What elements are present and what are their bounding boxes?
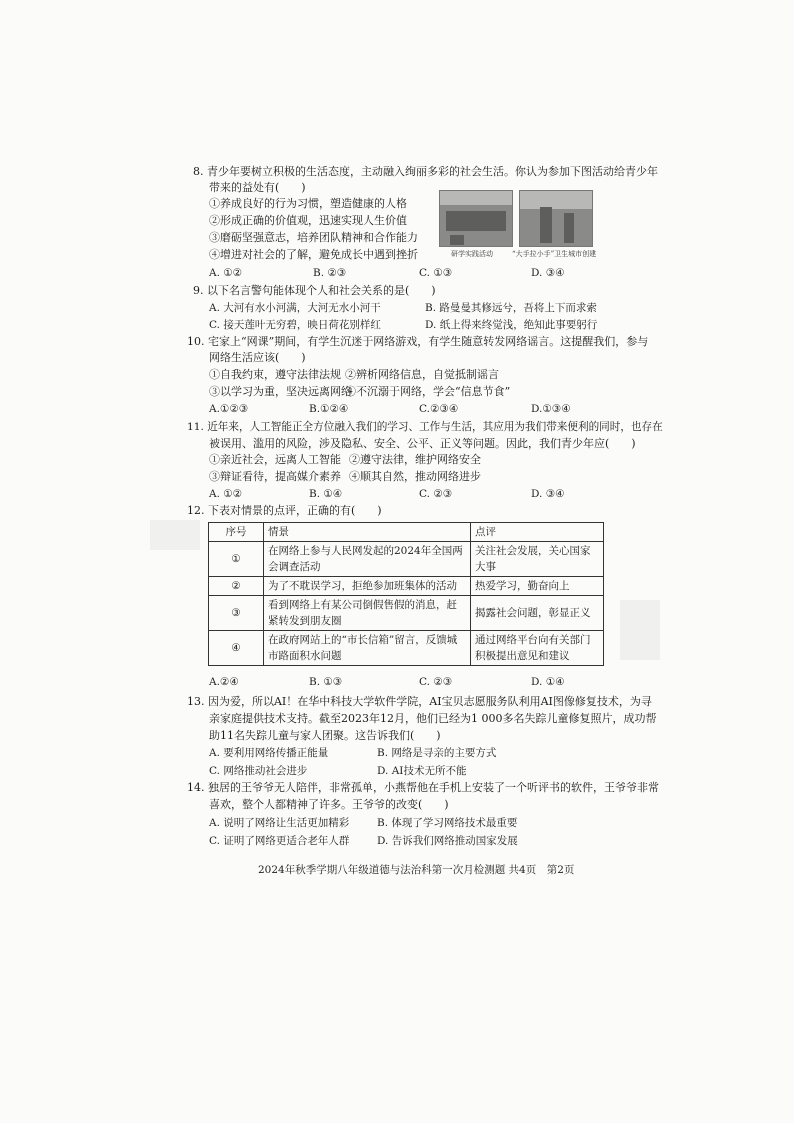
q10-option-a: A.①②③ <box>209 403 249 415</box>
q8-option-d: D. ③④ <box>531 267 565 279</box>
table-row <box>209 542 604 577</box>
q10-stem-line1: 10. 宅家上“网课”期间，有学生沉迷于网络游戏，有学生随意转发网络谣言。这提醒我们，参与 <box>187 335 649 348</box>
q14-option-d: D. 告诉我们网络推动国家发展 <box>377 835 518 847</box>
photo-caption-2: “大手拉小手”卫生城市创建 <box>512 250 597 258</box>
q9-option-d: D. 纸上得来终觉浅，绝知此事要躬行 <box>425 319 598 331</box>
q12-table <box>208 522 604 666</box>
table-row <box>209 577 604 596</box>
table-header-row <box>209 523 604 542</box>
q8-stem-line2: 带来的益处有( ) <box>209 181 306 194</box>
header-scene: 情景 <box>264 523 471 542</box>
q10-item-3: ③以学习为重，坚决远离网络 <box>209 385 352 398</box>
row-scene: 看到网络上有某公司倒假售假的消息，赶紧转发到朋友圈 <box>264 596 471 631</box>
q14-option-c: C. 证明了网络更适合老年人群 <box>209 835 350 847</box>
photo-study-practice <box>439 190 513 247</box>
row-no: ② <box>209 577 264 596</box>
row-scene: 在政府网站上的“市长信箱”留言，反馈城市路面积水问题 <box>264 631 471 666</box>
q14-stem-line1: 14. 独居的王爷爷无人陪伴，非常孤单，小燕帮他在手机上安装了一个听评书的软件，王爷爷非常 <box>187 781 659 794</box>
q14-stem-line2: 喜欢，整个人都精神了许多。王爷爷的改变( ) <box>209 798 449 811</box>
q10-item-2: ②辨析网络信息，自觉抵制谣言 <box>345 368 499 381</box>
q13-option-c: C. 网络推动社会进步 <box>209 765 308 777</box>
row-comment: 揭露社会问题，彰显正义 <box>471 596 604 631</box>
q11-item-4: ④顺其自然，推动网络进步 <box>349 470 481 483</box>
q14-option-a: A. 说明了网络让生活更加精彩 <box>209 817 350 829</box>
row-comment: 通过网络平台向有关部门积极提出意见和建议 <box>471 631 604 666</box>
row-scene: 在网络上参与人民网发起的2024年全国两会调查活动 <box>264 542 471 577</box>
row-scene: 为了不耽误学习，拒绝参加班集体的活动 <box>264 577 471 596</box>
q9-option-b: B. 路曼曼其修远兮，吾将上下而求索 <box>425 302 597 314</box>
q12-option-d: D. ①④ <box>531 676 565 688</box>
q11-stem-line1: 11. 近年来，人工智能正全方位融入我们的学习、工作与生活，其应用为我们带来便利的同时，也存在 <box>187 421 663 433</box>
row-comment: 热爱学习，勤奋向上 <box>471 577 604 596</box>
row-no: ④ <box>209 631 264 666</box>
q11-option-b: B. ①④ <box>309 488 343 500</box>
q10-option-d: D.①③④ <box>531 403 571 415</box>
photo-caption-1: 研学实践活动 <box>451 250 493 258</box>
q13-stem-line2: 亲家庭提供技术支持。截至2023年12月，他们已经为1 000多名失踪儿童修复照片，成功帮 <box>209 712 657 725</box>
q12-stem: 12. 下表对情景的点评，正确的有( ) <box>187 504 382 517</box>
q11-stem-line2: 被误用、滥用的风险，涉及隐私、安全、公平、正义等问题。因此，我们青少年应( ) <box>209 437 636 450</box>
q14-option-b: B. 体现了学习网络技术最重要 <box>377 817 518 829</box>
q10-option-b: B.①②④ <box>309 403 349 415</box>
q11-item-3: ③辩证看待，提高媒介素养 <box>209 470 341 483</box>
q8-option-a: A. ①② <box>209 267 243 279</box>
page-footer: 2024年秋季学期八年级道德与法治科第一次月检测题 共4页 第2页 <box>258 864 575 876</box>
q8-item-4: ④增进对社会的了解，避免成长中遇到挫折 <box>209 248 418 261</box>
q10-item-1: ①自我约束，遵守法律法规 <box>209 368 341 381</box>
q8-option-c: C. ①③ <box>419 267 453 279</box>
q12-option-c: C. ②③ <box>419 676 453 688</box>
photo-city-cleanup <box>519 190 593 247</box>
q11-option-d: D. ③④ <box>531 488 565 500</box>
q11-option-c: C. ②③ <box>419 488 453 500</box>
q13-option-b: B. 网络是寻亲的主要方式 <box>377 747 497 759</box>
table-row <box>209 631 604 666</box>
scan-smudge <box>620 600 660 660</box>
q13-stem-line1: 13. 因为爱，所以AI！在华中科技大学软件学院，AI宝贝志愿服务队利用AI图像修复技术，为寻 <box>187 695 652 708</box>
q11-item-1: ①亲近社会，远离人工智能 <box>209 453 341 466</box>
q8-stem-line1: 8. 青少年要树立积极的生活态度，主动融入绚丽多彩的社会生活。你认为参加下图活动给青少年 <box>193 165 658 178</box>
q9-option-c: C. 接天莲叶无穷碧，映日荷花别样红 <box>209 319 381 331</box>
q10-stem-line2: 网络生活应该( ) <box>209 351 306 364</box>
q11-option-a: A. ①② <box>209 488 243 500</box>
row-no: ① <box>209 542 264 577</box>
header-no: 序号 <box>209 523 264 542</box>
q8-item-3: ③磨砺坚强意志，培养团队精神和合作能力 <box>209 231 418 244</box>
row-comment: 关注社会发展，关心国家大事 <box>471 542 604 577</box>
row-no: ③ <box>209 596 264 631</box>
q13-option-a: A. 要利用网络传播正能量 <box>209 747 329 759</box>
q12-option-b: B. ①③ <box>309 676 343 688</box>
q11-item-2: ②遵守法律，维护网络安全 <box>349 453 481 466</box>
q13-option-d: D. AI技术无所不能 <box>377 765 467 777</box>
table-row <box>209 596 604 631</box>
q10-option-c: C.②③④ <box>419 403 459 415</box>
scan-smudge <box>150 520 200 550</box>
q8-item-2: ②形成正确的价值观，迅速实现人生价值 <box>209 214 407 227</box>
header-comment: 点评 <box>471 523 604 542</box>
q9-option-a: A. 大河有水小河满，大河无水小河干 <box>209 302 381 314</box>
q13-stem-line3: 助11名失踪儿童与家人团聚。这告诉我们( ) <box>209 729 441 742</box>
q9-stem: 9. 以下名言警句能体现个人和社会关系的是( ) <box>193 284 436 297</box>
q12-option-a: A.②④ <box>209 676 239 688</box>
q8-option-b: B. ②③ <box>313 267 347 279</box>
q8-item-1: ①养成良好的行为习惯，塑造健康的人格 <box>209 197 407 210</box>
q10-item-4: ④不沉溺于网络，学会“信息节食” <box>345 385 511 398</box>
